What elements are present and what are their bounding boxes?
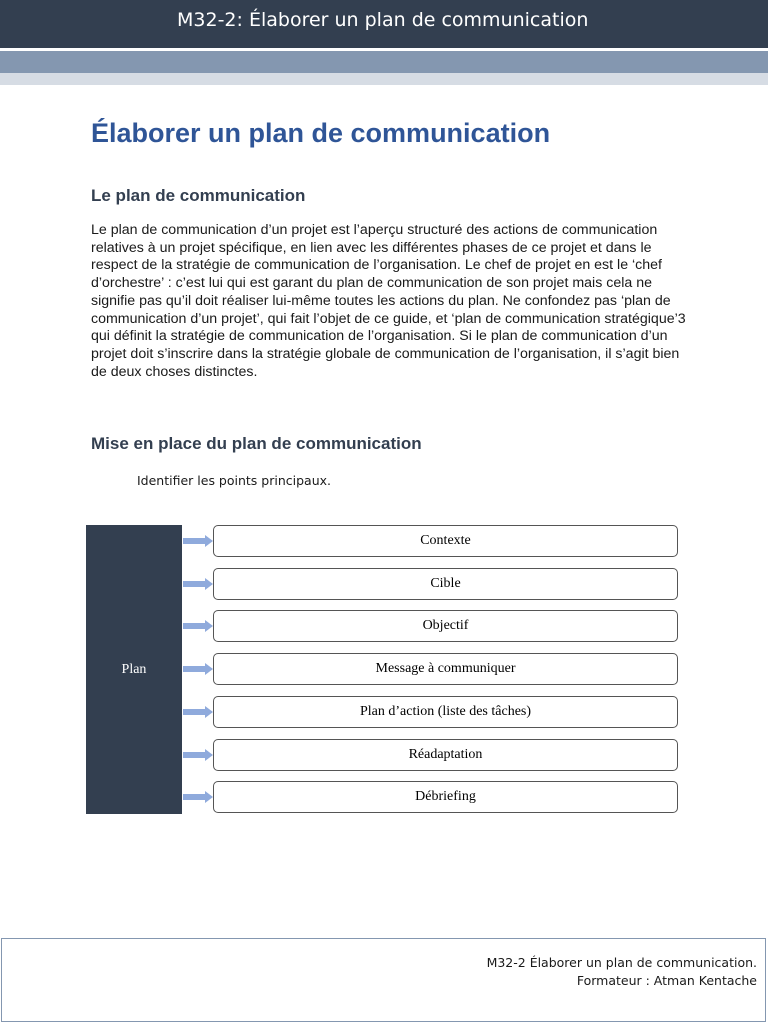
- page-footer: [1, 938, 766, 1022]
- diagram-step-box: [213, 696, 678, 728]
- header-stripe: [0, 51, 768, 73]
- diagram-step-label: Débriefing: [415, 789, 476, 804]
- diagram-step-box: [213, 525, 678, 557]
- header-title: M32-2: Élaborer un plan de communication: [177, 9, 589, 31]
- section-heading-plan: Le plan de communication: [91, 186, 306, 205]
- arrow-right-icon: [183, 749, 213, 761]
- arrow-right-icon: [183, 791, 213, 803]
- section-intro-text: Identifier les points principaux.: [137, 473, 332, 488]
- diagram-step-label: Réadaptation: [408, 747, 483, 762]
- diagram-step-box: [213, 739, 678, 771]
- diagram-step-box: [213, 610, 678, 642]
- header-stripe-light: [0, 73, 768, 85]
- diagram-step-label: Cible: [430, 576, 461, 591]
- diagram-step-label: Contexte: [420, 533, 471, 548]
- page-title: Élaborer un plan de communication: [91, 118, 551, 148]
- footer-course-line: M32-2 Élaborer un plan de communication.: [486, 955, 757, 970]
- section-heading-setup: Mise en place du plan de communication: [91, 434, 422, 453]
- arrow-right-icon: [183, 535, 213, 547]
- diagram-step-box: [213, 781, 678, 813]
- arrow-right-icon: [183, 620, 213, 632]
- section-paragraph-plan: Le plan de communication d’un projet est l’aperçu structuré des actions de communication relatives à un projet spécifique, en lien avec les différentes phases de ce projet et dans le respect de la stratégie de communication de l’organisation. Le chef de projet en est le ‘chef d’orchestre’ : c’est lui qui est garant du plan de communication de son projet mais cela ne signifie pas qu’il doit réaliser lui-même toutes les actions du plan. Ne confondez pas ‘plan de communication d’un projet’, qui fait l’objet de ce guide, et ‘plan de communication stratégique’3 qui définit la stratégie de communication de l’organisation. Si le plan de communication d’un projet doit s’inscrire dans la stratégie globale de communication de l’organisation, il s’agit bien de deux choses distinctes.: [91, 222, 686, 380]
- diagram-step-label: Message à communiquer: [375, 661, 516, 676]
- diagram-step-box: [213, 568, 678, 600]
- arrow-right-icon: [183, 578, 213, 590]
- page-header: [0, 0, 768, 48]
- arrow-right-icon: [183, 663, 213, 675]
- footer-trainer-line: Formateur : Atman Kentache: [576, 973, 757, 988]
- diagram-step-label: Plan d’action (liste des tâches): [359, 704, 532, 719]
- arrow-right-icon: [183, 706, 213, 718]
- diagram-step-box: [213, 653, 678, 685]
- diagram-step-label: Objectif: [422, 618, 469, 633]
- diagram-root-box: [86, 525, 182, 814]
- diagram-root-label: Plan: [121, 661, 147, 677]
